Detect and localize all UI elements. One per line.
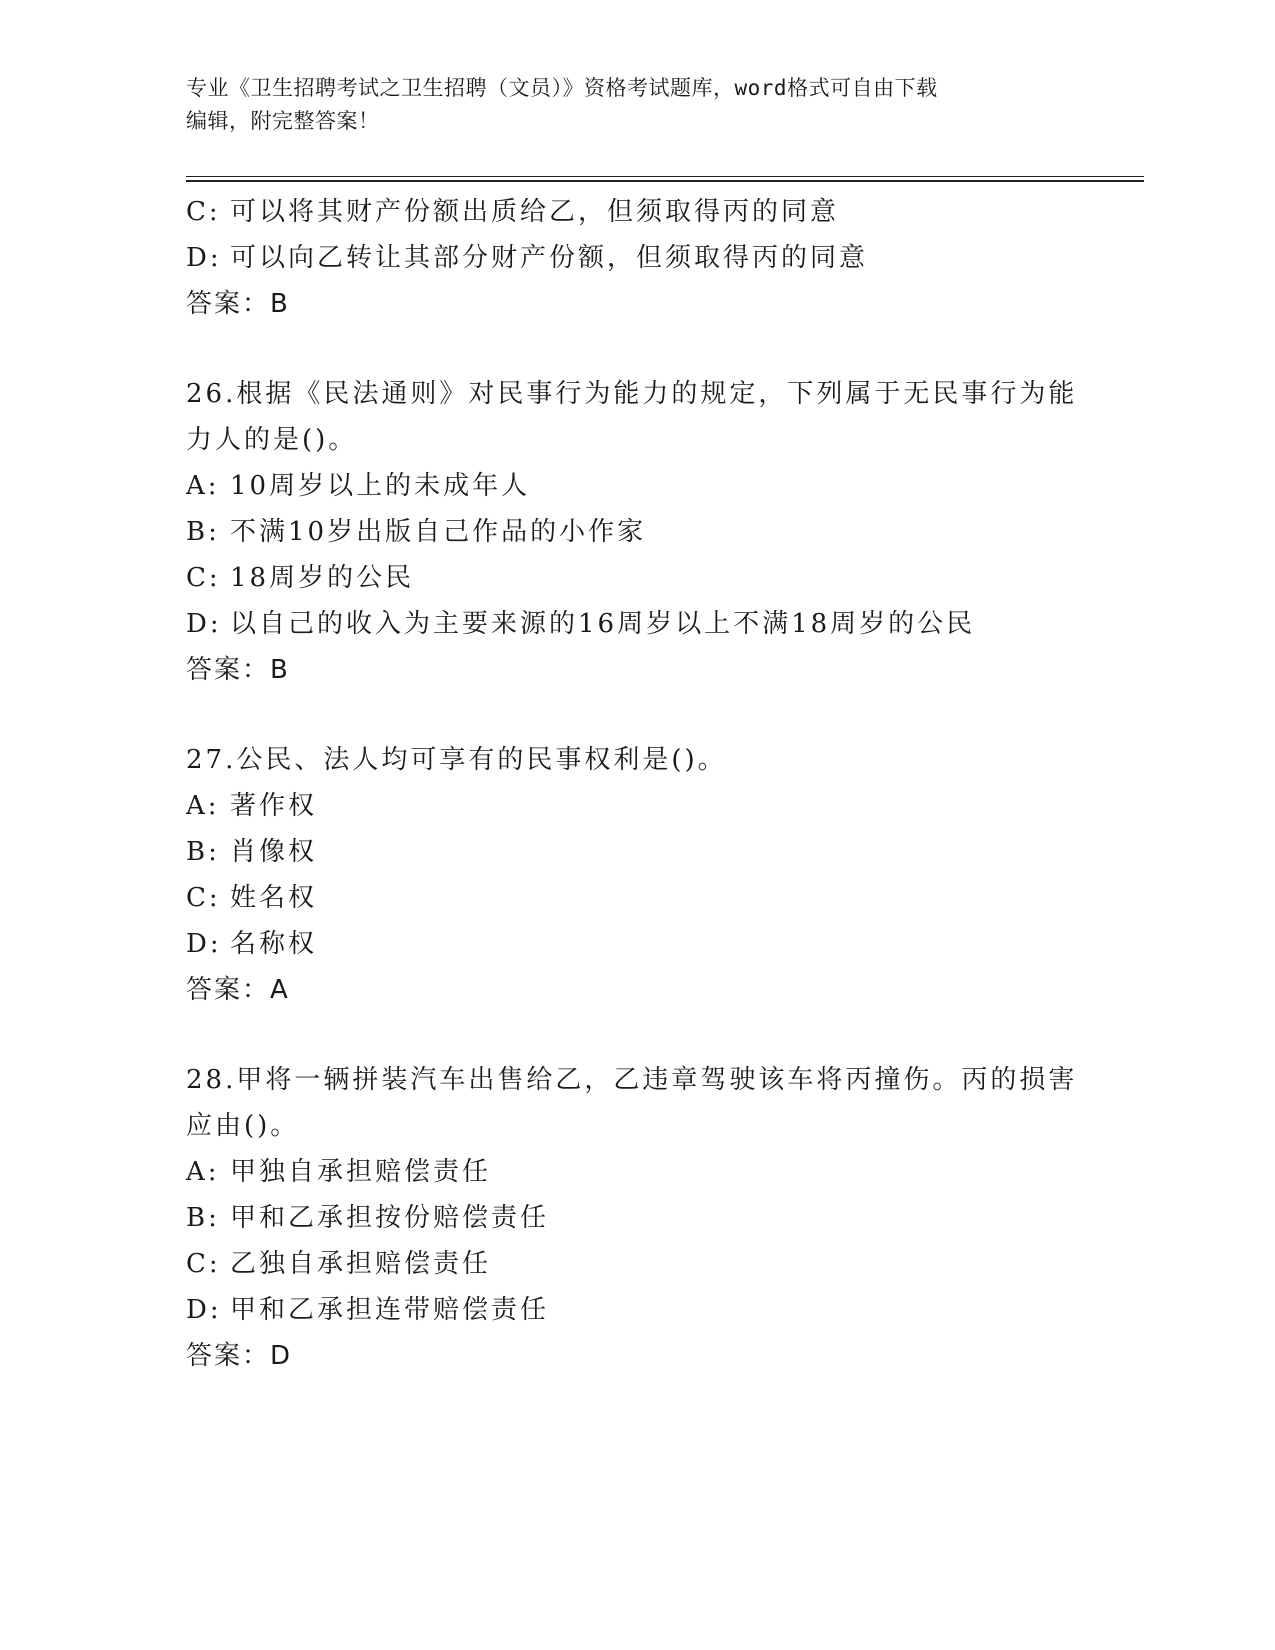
- answer-line: 答案：B: [186, 289, 290, 319]
- option-text: 肖像权: [230, 837, 318, 867]
- question-stem-continued: 应由()。: [186, 1111, 300, 1141]
- option-text: 乙独自承担赔偿责任: [230, 1249, 492, 1279]
- option-row: [186, 463, 1086, 509]
- option-row: [186, 509, 1086, 555]
- option-row: [186, 1149, 1086, 1195]
- question-26-block: [186, 371, 1086, 693]
- option-row: [186, 189, 1086, 235]
- question-content: [186, 189, 1086, 1379]
- option-text: 不满10岁出版自己作品的小作家: [230, 517, 647, 547]
- option-key: A:: [186, 1157, 220, 1187]
- option-key: C:: [186, 563, 221, 593]
- option-key: C:: [186, 197, 221, 227]
- option-text: 甲和乙承担连带赔偿责任: [230, 1295, 550, 1325]
- question-27-block: [186, 737, 1086, 1013]
- option-key: B:: [186, 517, 220, 547]
- question-gap: [186, 693, 1086, 737]
- header-line-2: 编辑，附完整答案！: [186, 109, 380, 133]
- question-stem: 28.甲将一辆拼装汽车出售给乙，乙违章驾驶该车将丙撞伤。丙的损害: [186, 1065, 1078, 1095]
- question-stem: 26.根据《民法通则》对民事行为能力的规定，下列属于无民事行为能: [186, 379, 1078, 409]
- header-line-1: 专业《卫生招聘考试之卫生招聘（文员）》资格考试题库，word格式可自由下载: [186, 76, 938, 100]
- question-stem: 27.公民、法人均可享有的民事权利是()。: [186, 745, 727, 775]
- prev-question-block: [186, 189, 1086, 327]
- option-text: 可以将其财产份额出质给乙，但须取得丙的同意: [230, 197, 840, 227]
- option-row: [186, 601, 1086, 647]
- option-text: 著作权: [230, 791, 318, 821]
- option-text: 甲独自承担赔偿责任: [230, 1157, 492, 1187]
- option-key: A:: [186, 471, 220, 501]
- option-key: C:: [186, 1249, 221, 1279]
- option-row: [186, 921, 1086, 967]
- answer-line: 答案：B: [186, 655, 290, 685]
- answer-line: 答案：A: [186, 975, 290, 1005]
- option-key: D:: [186, 243, 222, 273]
- header-divider-thin: [186, 176, 1144, 177]
- option-key: D:: [186, 929, 222, 959]
- question-gap: [186, 327, 1086, 371]
- option-row: [186, 1195, 1086, 1241]
- option-key: D:: [186, 1295, 222, 1325]
- option-key: A:: [186, 791, 220, 821]
- option-key: B:: [186, 1203, 220, 1233]
- option-text: 名称权: [230, 929, 318, 959]
- option-row: [186, 1287, 1086, 1333]
- option-row: [186, 235, 1086, 281]
- question-stem-continued: 力人的是()。: [186, 425, 358, 455]
- option-key: C:: [186, 883, 221, 913]
- option-row: [186, 875, 1086, 921]
- option-text: 18周岁的公民: [230, 563, 415, 593]
- question-gap: [186, 1013, 1086, 1057]
- option-row: [186, 829, 1086, 875]
- document-header: [186, 72, 1086, 138]
- option-text: 可以向乙转让其部分财产份额，但须取得丙的同意: [230, 243, 869, 273]
- option-text: 以自己的收入为主要来源的16周岁以上不满18周岁的公民: [230, 609, 976, 639]
- header-divider-thick: [186, 180, 1144, 182]
- option-key: D:: [186, 609, 222, 639]
- option-row: [186, 1241, 1086, 1287]
- option-text: 姓名权: [230, 883, 318, 913]
- answer-line: 答案：D: [186, 1341, 293, 1371]
- question-28-block: [186, 1057, 1086, 1379]
- option-row: [186, 555, 1086, 601]
- option-text: 10周岁以上的未成年人: [230, 471, 531, 501]
- option-key: B:: [186, 837, 220, 867]
- option-row: [186, 783, 1086, 829]
- option-text: 甲和乙承担按份赔偿责任: [230, 1203, 550, 1233]
